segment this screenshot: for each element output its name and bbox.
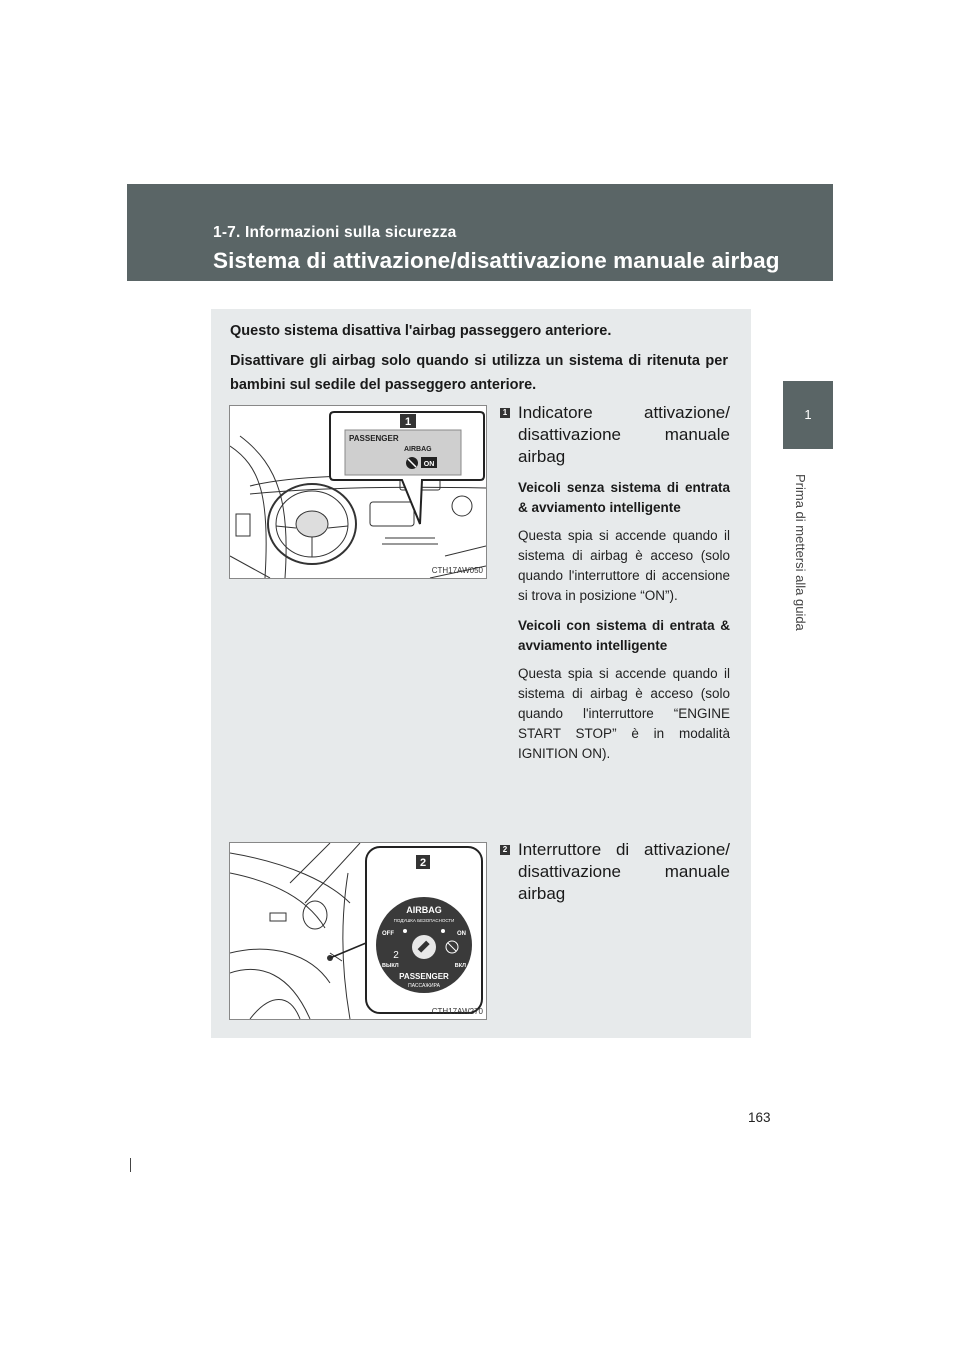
item-subheading: Veicoli con sistema di entrata & avviamento intelligente: [518, 618, 730, 653]
switch-label-on-cyr: ВКЛ: [454, 963, 466, 969]
dashboard-illustration: [230, 406, 486, 578]
page-number: 163: [748, 1110, 771, 1125]
intro-line-2: Disattivare gli airbag solo quando si utilizza un sistema di ritenuta per bambini sul sedile del passeggero anteriore.: [230, 353, 728, 393]
switch-label-off-cyr: ВЫКЛ: [382, 963, 399, 969]
item-indicator: [500, 402, 730, 764]
switch-label-off: OFF: [382, 931, 394, 937]
figure-airbag-switch: [229, 842, 487, 1020]
figure-code: CTH17AW050: [431, 566, 483, 575]
item-switch: [500, 839, 730, 905]
intro-text: [230, 319, 728, 403]
switch-label-on: ON: [457, 931, 466, 937]
intro-line-1: Questo sistema disattiva l'airbag passeggero anteriore.: [230, 323, 612, 339]
chapter-tab: 1: [783, 381, 833, 449]
page-header: [127, 184, 833, 281]
item-badge: 1: [500, 408, 510, 418]
switch-label-airbag: AIRBAG: [406, 905, 442, 915]
item-badge: 2: [500, 845, 510, 855]
section-title: 1-7. Informazioni sulla sicurezza: [213, 224, 457, 241]
figure-code: CTH17AW270: [431, 1007, 483, 1016]
switch-label-two: 2: [393, 950, 399, 961]
item-title: Indicatore attivazione/ disattivazione manuale airbag: [518, 403, 730, 466]
switch-label-passenger-cyr: ПАССАЖИРА: [408, 983, 440, 989]
callout-1-text: 1: [404, 416, 412, 428]
item-title: Interruttore di attivazione/ disattivazione manuale airbag: [518, 840, 730, 903]
item-body: Questa spia si accende quando il sistema di airbag è acceso (solo quando l'interruttore di accensione si trova in posizione “ON”).: [518, 528, 730, 603]
indicator-label-on: ON: [423, 461, 435, 468]
item-body: Questa spia si accende quando il sistema di airbag è acceso (solo quando l'interruttore “ENGINE START STOP” è in modalità IGNITION ON).: [518, 666, 730, 761]
indicator-label-airbag: AIRBAG: [404, 446, 432, 453]
indicator-label-passenger: PASSENGER: [349, 434, 399, 443]
glovebox-illustration: [230, 843, 486, 1019]
crop-mark: [130, 1158, 131, 1172]
chapter-label: Prima di mettersi alla guida: [793, 474, 808, 631]
callout-2-text: 2: [419, 857, 427, 869]
page-title: Sistema di attivazione/disattivazione manuale airbag: [213, 248, 780, 273]
switch-label-passenger: PASSENGER: [399, 972, 449, 981]
item-subheading: Veicoli senza sistema di entrata & avviamento intelligente: [518, 480, 730, 515]
switch-label-cyrillic-top: ПОДУШКА БЕЗОПАСНОСТИ: [393, 918, 455, 923]
figure-dashboard-indicator: [229, 405, 487, 579]
content-panel: [211, 309, 751, 1038]
